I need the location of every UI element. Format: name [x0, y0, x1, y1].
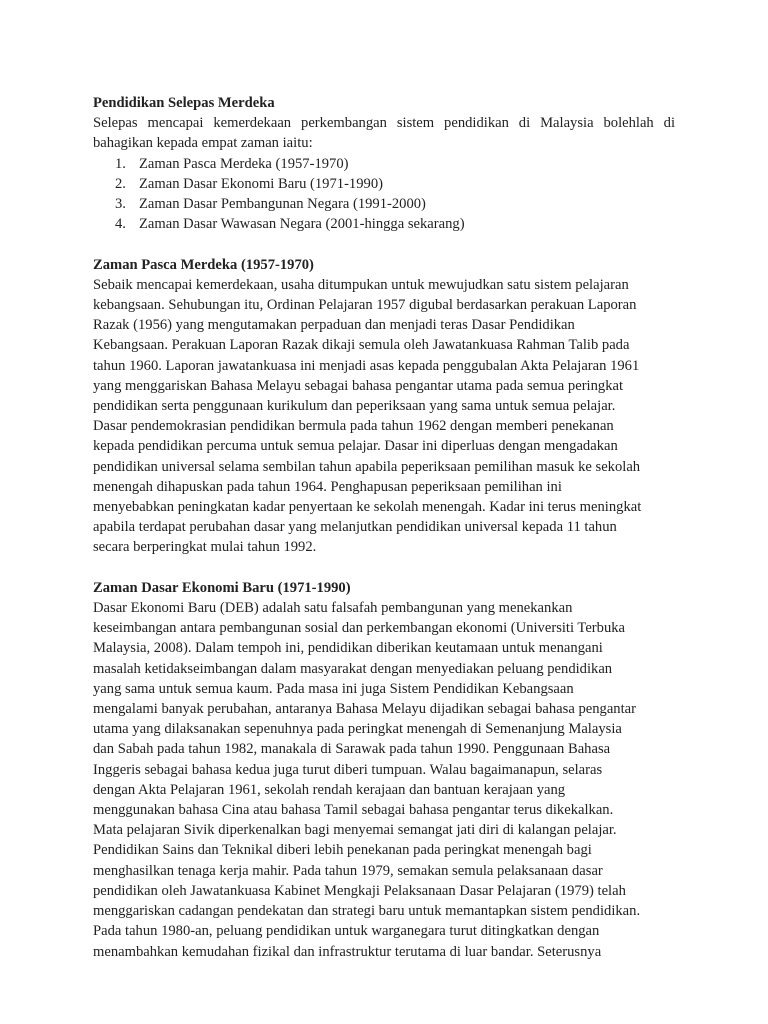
text-line: dan Sabah pada tahun 1982, manakala di Sarawak pada tahun 1990. Penggunaan Bahasa	[93, 741, 611, 758]
list-text: Zaman Dasar Pembangunan Negara (1991-2000)	[139, 196, 426, 213]
list-item	[93, 194, 675, 214]
list-number: 1.	[115, 155, 126, 172]
text-line: apabila terdapat perubahan dasar yang melanjutkan pendidikan universal kepada 11 tahun	[93, 519, 617, 536]
text-line: Kebangsaan. Perakuan Laporan Razak dikaji semula oleh Jawatankuasa Rahman Talib pada	[93, 337, 630, 354]
document-heading: Pendidikan Selepas Merdeka	[93, 95, 275, 111]
text-line: menggariskan cadangan pendekatan dan strategi baru untuk memantapkan sistem pendidikan.	[93, 903, 641, 920]
text-line: menengah dihapuskan pada tahun 1964. Penghapusan peperiksaan pemilihan ini	[93, 478, 562, 495]
text-line: Selepas mencapai kemerdekaan perkembangan sistem pendidikan di Malaysia bolehlah di	[93, 115, 675, 132]
list-text: Zaman Dasar Wawasan Negara (2001-hingga sekarang)	[139, 216, 465, 233]
text-line: menyebabkan peningkatan kadar penyertaan ke sekolah menengah. Kadar ini terus meningkat	[93, 499, 642, 516]
text-line: pendidikan serta penggunaan kurikulum dan peperiksaan yang sama untuk semua pelajar.	[93, 398, 616, 415]
section-paragraph	[93, 598, 675, 962]
section-heading: Zaman Pasca Merdeka (1957-1970)	[93, 256, 314, 273]
text-line: masalah ketidakseimbangan dalam masyarakat dengan menyediakan peluang pendidikan	[93, 660, 613, 677]
text-line: secara berperingkat mulai tahun 1992.	[93, 539, 317, 556]
list-text: Zaman Pasca Merdeka (1957-1970)	[139, 155, 349, 172]
paragraph-gap	[93, 234, 675, 254]
paragraph-gap	[93, 558, 675, 578]
text-line: Mata pelajaran Sivik diperkenalkan bagi menyemai semangat jati diri di kalangan pelajar.	[93, 822, 617, 839]
text-line: menghasilkan tenaga kerja mahir. Pada tahun 1979, semakan semula pelaksanaan dasar	[93, 862, 603, 879]
list-text: Zaman Dasar Ekonomi Baru (1971-1990)	[139, 175, 383, 192]
text-line: mengalami banyak perubahan, antaranya Bahasa Melayu dijadikan sebagai bahasa pengantar	[93, 701, 636, 718]
intro-paragraph	[93, 113, 675, 153]
text-line: Pendidikan Sains dan Teknikal diberi lebih penekanan pada peringkat menengah bagi	[93, 842, 592, 859]
list-number: 4.	[115, 216, 126, 233]
section-paragraph	[93, 275, 675, 558]
text-line: kepada pendidikan percuma untuk semua pelajar. Dasar ini diperluas dengan mengadakan	[93, 438, 618, 455]
list-item	[93, 214, 675, 234]
list-number: 3.	[115, 196, 126, 213]
text-line: pendidikan oleh Jawatankuasa Kabinet Mengkaji Pelaksanaan Dasar Pelajaran (1979) telah	[93, 882, 626, 899]
text-line: kebangsaan. Sehubungan itu, Ordinan Pelajaran 1957 digubal berdasarkan perakuan Laporan	[93, 297, 637, 314]
section-heading: Zaman Dasar Ekonomi Baru (1971-1990)	[93, 579, 351, 596]
text-line: utama yang dilaksanakan sepenuhnya pada peringkat menengah di Semenanjung Malaysia	[93, 721, 622, 738]
text-line: dengan Akta Pelajaran 1961, sekolah rendah kerajaan dan bantuan kerajaan yang	[93, 781, 566, 798]
text-line: Dasar pendemokrasian pendidikan bermula pada tahun 1962 dengan memberi penekanan	[93, 418, 614, 435]
text-line: menggunakan bahasa Cina atau bahasa Tamil sebagai bahasa pengantar terus dikekalkan.	[93, 802, 614, 819]
text-line: tahun 1960. Laporan jawatankuasa ini menjadi asas kepada penggubalan Akta Pelajaran 1961	[93, 357, 640, 374]
text-line: yang sama untuk semua kaum. Pada masa ini juga Sistem Pendidikan Kebangsaan	[93, 680, 574, 697]
text-line: Pada tahun 1980-an, peluang pendidikan untuk warganegara turut ditingkatkan dengan	[93, 923, 600, 940]
text-line: yang menggariskan Bahasa Melayu sebagai bahasa pengantar utama pada semua peringkat	[93, 377, 624, 394]
text-line: Dasar Ekonomi Baru (DEB) adalah satu falsafah pembangunan yang menekankan	[93, 600, 573, 617]
text-line: Malaysia, 2008). Dalam tempoh ini, pendidikan diberikan keutamaan untuk menangani	[93, 640, 603, 657]
list-number: 2.	[115, 175, 126, 192]
text-line: Razak (1956) yang mengutamakan perpaduan dan menjadi teras Dasar Pendidikan	[93, 317, 575, 334]
text-line: keseimbangan antara pembangunan sosial dan perkembangan ekonomi (Universiti Terbuka	[93, 620, 626, 637]
document-page	[93, 93, 675, 962]
text-line: Sebaik mencapai kemerdekaan, usaha ditumpukan untuk mewujudkan satu sistem pelajaran	[93, 276, 629, 293]
text-line: menambahkan kemudahan fizikal dan infrastruktur terutama di luar bandar. Seterusnya	[93, 943, 602, 960]
text-line: Inggeris sebagai bahasa kedua juga turut diberi tumpuan. Walau bagaimanapun, selaras	[93, 761, 603, 778]
list-item	[93, 154, 675, 174]
text-line: bahagikan kepada empat zaman iaitu:	[93, 135, 313, 152]
list-item	[93, 174, 675, 194]
era-list	[93, 154, 675, 235]
text-line: pendidikan universal selama sembilan tahun apabila peperiksaan pemilihan masuk ke sekolah	[93, 458, 641, 475]
